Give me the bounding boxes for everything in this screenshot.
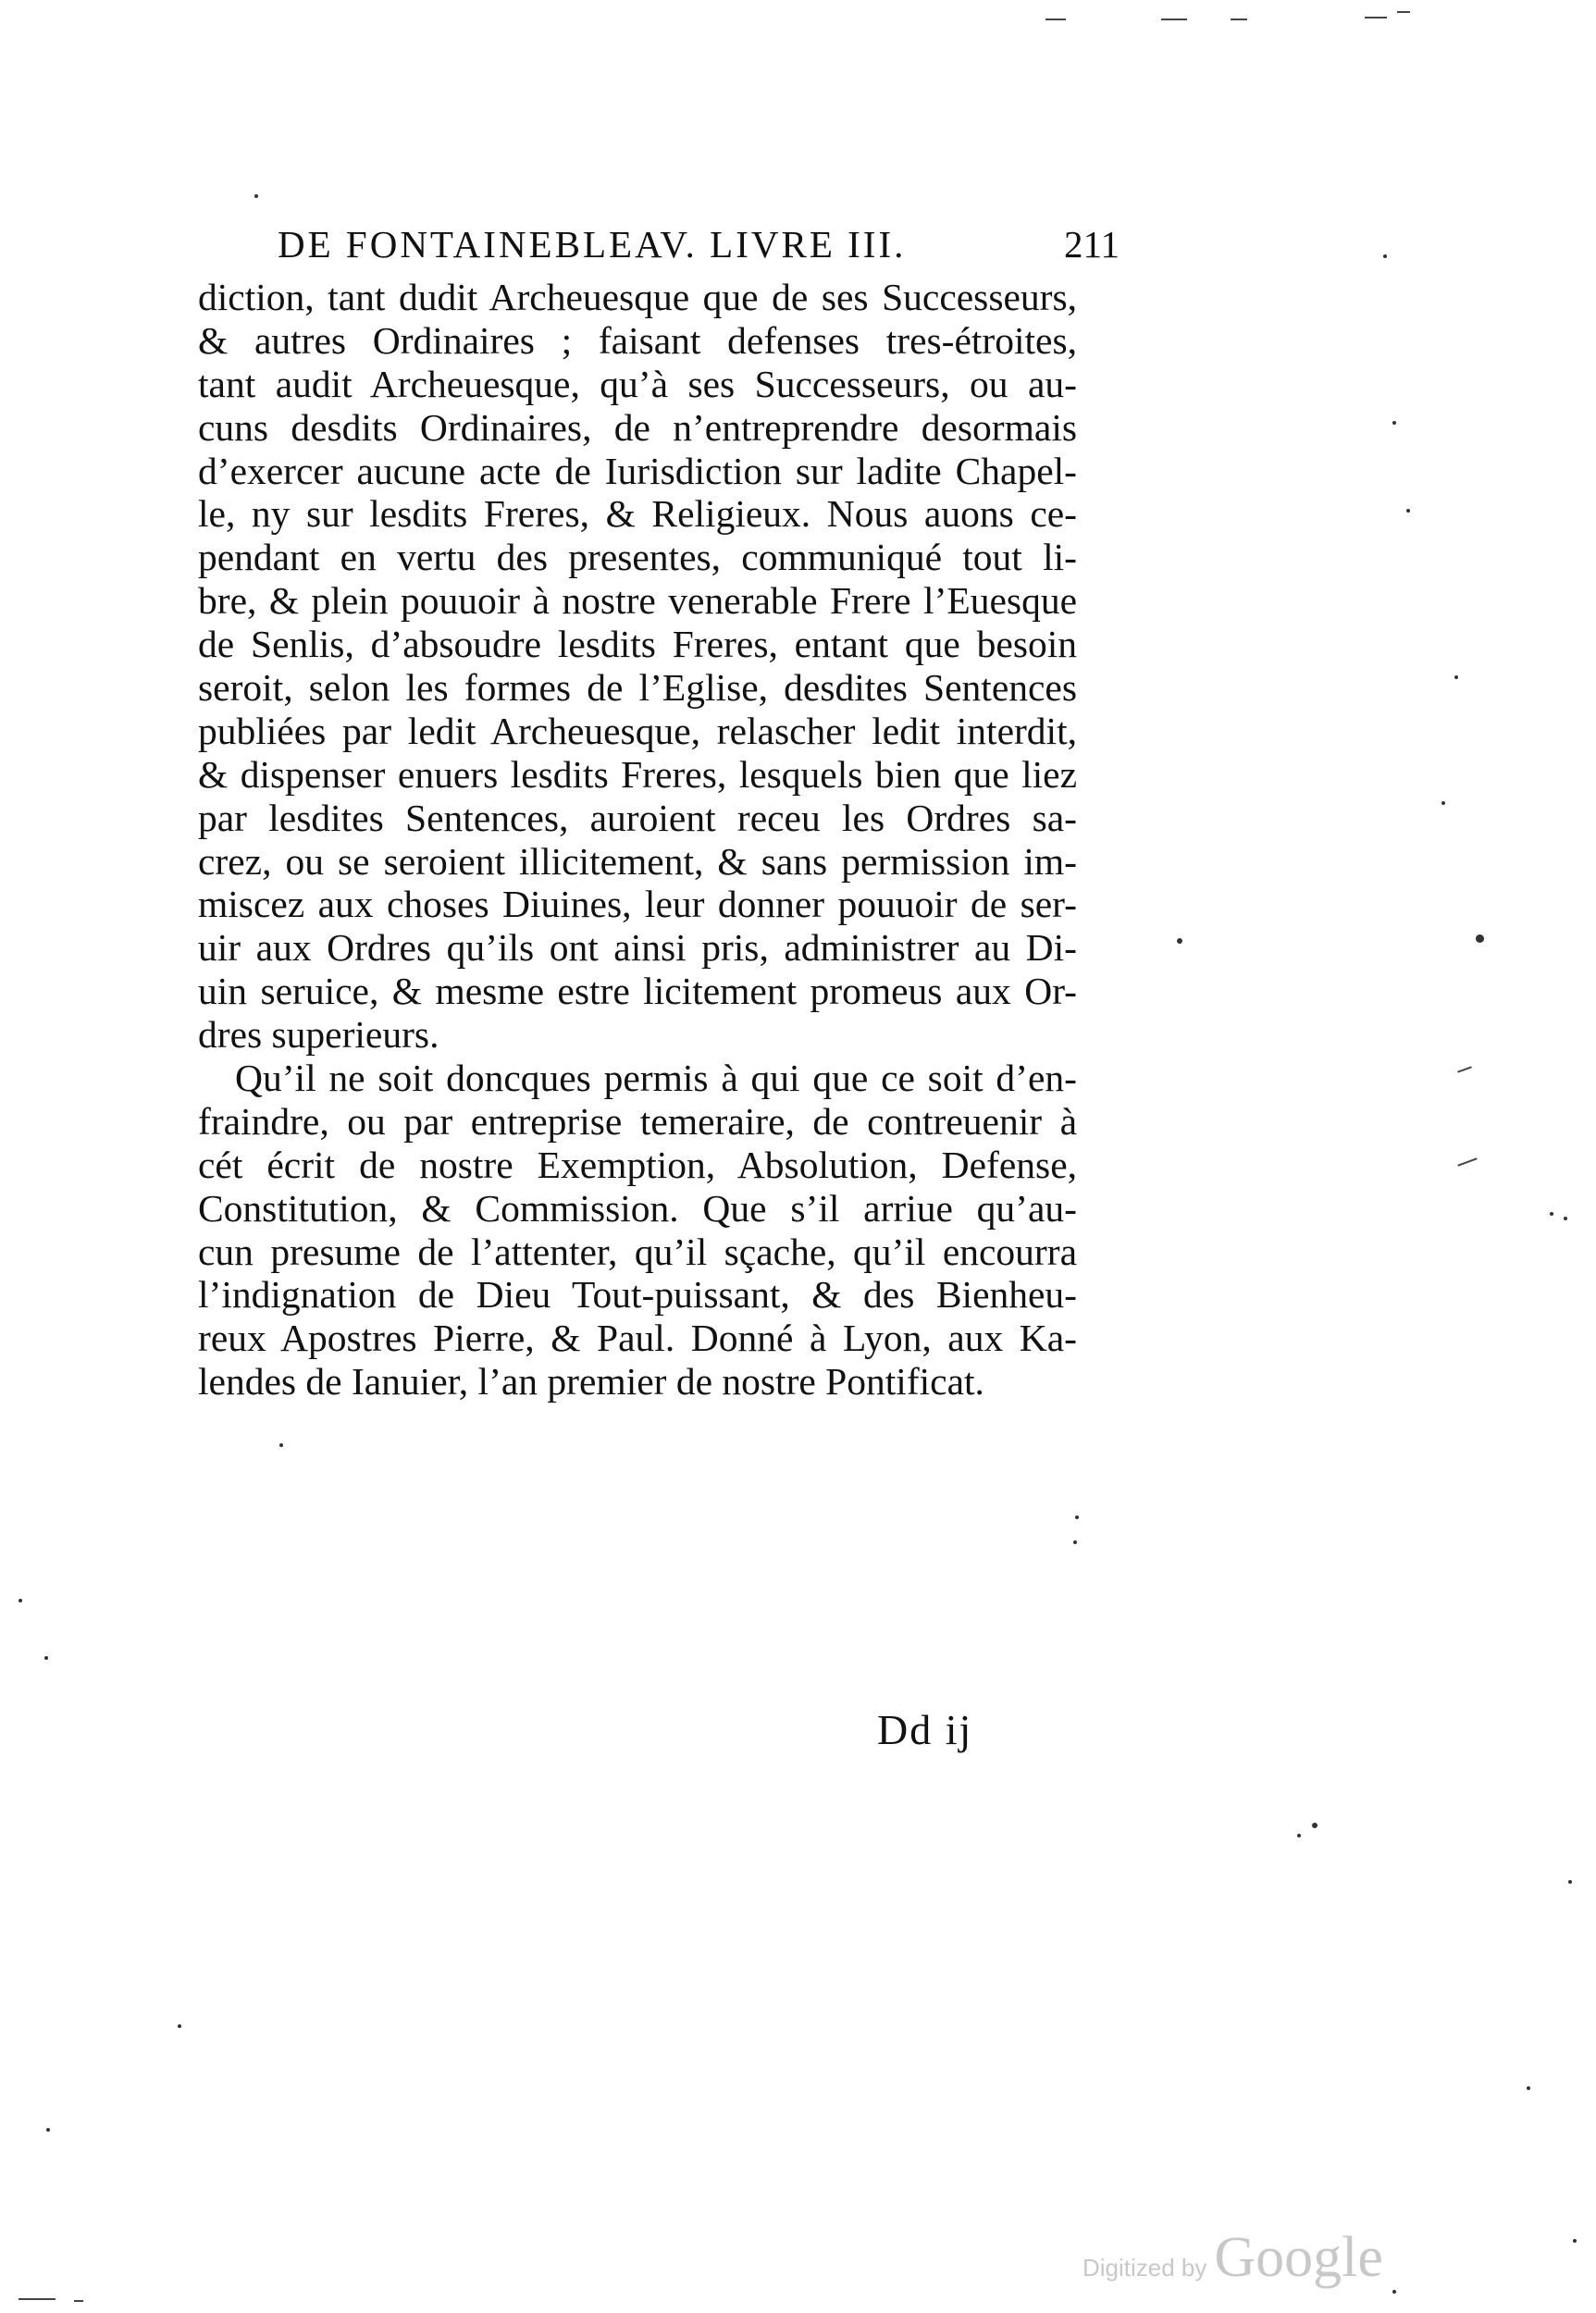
text-line: Qu’il ne soit doncques permis à qui que ce soit d’en- — [235, 1057, 1077, 1100]
text-line: le, ny sur lesdits Freres, & Religieux. Nous auons ce- — [198, 492, 1077, 536]
text-line: crez, ou se seroient illicitement, & sans permission im- — [198, 839, 1077, 883]
scan-dash — [1397, 11, 1410, 13]
scan-speck — [279, 1443, 283, 1447]
scan-speck — [1550, 1212, 1553, 1216]
scan-dash — [1045, 19, 1066, 20]
text-line: reux Apostres Pierre, & Paul. Donné à Lyon, aux Ka- — [198, 1317, 1077, 1360]
scan-speck — [1406, 509, 1410, 513]
text-line: fraindre, ou par entreprise temeraire, de contreuenir à — [198, 1099, 1077, 1143]
scan-dash — [1457, 1157, 1477, 1166]
scan-speck — [19, 1599, 22, 1602]
scan-speck — [1392, 421, 1396, 425]
scan-speck — [254, 194, 258, 198]
scan-speck — [1573, 2239, 1577, 2243]
text-line: d’exercer aucune acte de Iurisdiction sur ladite Chapel- — [198, 449, 1077, 492]
scan-dash — [1457, 1066, 1472, 1072]
page-number: 211 — [1064, 223, 1120, 266]
scan-speck — [44, 1656, 48, 1660]
scan-speck — [1392, 2290, 1396, 2294]
scan-dash — [1365, 17, 1387, 19]
text-line: dres superieurs. — [198, 1013, 439, 1057]
scan-speck — [1297, 1834, 1301, 1837]
text-line: cun presume de l’attenter, qu’il sçache, qu’il encourra — [198, 1230, 1077, 1273]
scan-speck — [1568, 1880, 1572, 1884]
scan-speck — [46, 2128, 50, 2132]
scan-dash — [74, 2300, 83, 2302]
running-title: DE FONTAINEBLEAV. LIVRE III. — [278, 223, 907, 266]
text-line: cuns desdits Ordinaires, de n’entreprendre desormais — [198, 405, 1077, 449]
text-line: pendant en vertu des presentes, communiqué tout li- — [198, 536, 1077, 579]
scan-speck — [1527, 2086, 1530, 2090]
google-logo: Google — [1214, 2226, 1383, 2289]
running-header — [278, 222, 1120, 274]
text-line: bre, & plein pouuoir à nostre venerable Frere l’Euesque — [198, 579, 1077, 623]
signature-mark: Dd ij — [877, 1706, 973, 1753]
scan-speck — [1383, 254, 1387, 258]
digitized-label: Digitized by — [1083, 2254, 1207, 2282]
scan-speck — [1073, 1540, 1077, 1544]
scan-speck — [1312, 1823, 1318, 1828]
scan-dash — [1231, 19, 1247, 20]
text-line: tant audit Archeuesque, qu’à ses Successeurs, ou au- — [198, 362, 1077, 405]
text-line: & autres Ordinaires ; faisant defenses tres-étroites, — [198, 318, 1077, 362]
scan-speck — [1454, 675, 1458, 679]
body-text — [198, 276, 1077, 1404]
text-line: par lesdites Sentences, auroient receu les Ordres sa- — [198, 796, 1077, 839]
scan-speck — [1564, 1217, 1567, 1220]
scan-dash — [19, 2298, 56, 2300]
scan-speck — [1441, 801, 1445, 805]
digitized-watermark — [1083, 2225, 1383, 2290]
text-line: diction, tant dudit Archeuesque que de ses Successeurs, — [198, 276, 1077, 318]
text-line: publiées par ledit Archeuesque, relascher ledit interdit, — [198, 709, 1077, 752]
text-line: seroit, selon les formes de l’Eglise, desdites Sentences — [198, 666, 1077, 710]
text-line: uir aux Ordres qu’ils ont ainsi pris, administrer au Di- — [198, 926, 1077, 970]
text-line: & dispenser enuers lesdits Freres, lesquels bien que liez — [198, 752, 1077, 796]
text-line: l’indignation de Dieu Tout-puissant, & des Bienheu- — [198, 1273, 1077, 1317]
text-line: miscez aux choses Diuines, leur donner pouuoir de ser- — [198, 883, 1077, 926]
scan-dash — [1161, 19, 1187, 20]
text-line: de Senlis, d’absoudre lesdits Freres, entant que besoin — [198, 623, 1077, 666]
text-line: cét écrit de nostre Exemption, Absolution, Defense, — [198, 1143, 1077, 1186]
scan-speck — [178, 2024, 181, 2028]
text-line: lendes de Ianuier, l’an premier de nostre Pontificat. — [198, 1360, 984, 1404]
scan-speck — [1476, 934, 1484, 943]
text-line: Constitution, & Commission. Que s’il arriue qu’au- — [198, 1186, 1077, 1230]
scan-speck — [1177, 938, 1182, 944]
scan-speck — [1075, 1515, 1079, 1519]
text-line: uin seruice, & mesme estre licitement promeus aux Or- — [198, 970, 1077, 1013]
